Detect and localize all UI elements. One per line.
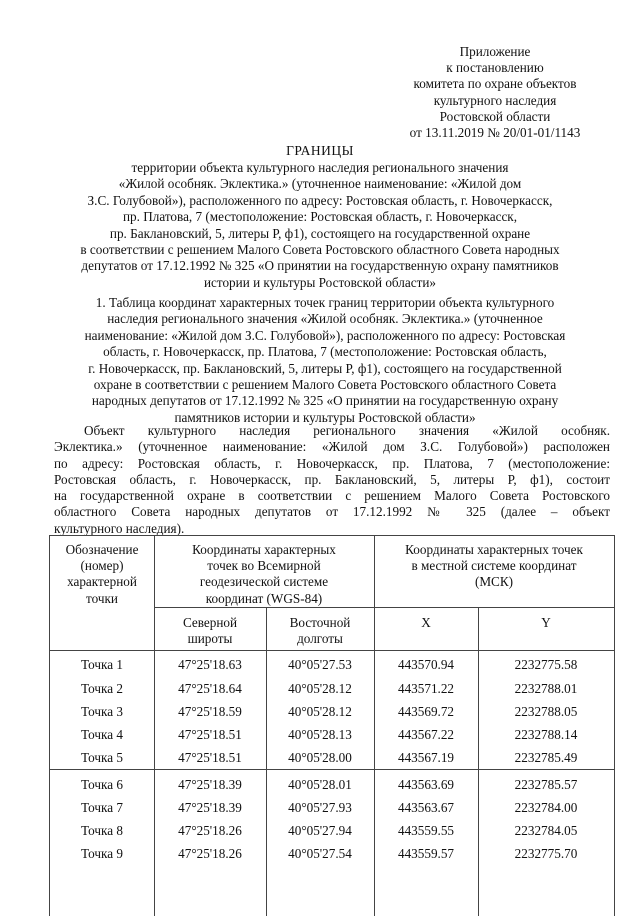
coordinates-table [49,535,615,916]
y-value: 2232788.01 [514,681,578,696]
table-row [50,842,614,866]
paragraph-line: областного Совета народных депутатов от 17.12.1992 № 325 (далее – объект [54,504,610,520]
latitude-value: 47°25'18.51 [178,750,242,765]
latitude-value: 47°25'18.39 [178,800,242,815]
longitude-value: 40°05'27.93 [288,800,352,815]
x-value: 443567.22 [397,727,455,742]
header-longitude: Восточной долготы [289,615,351,647]
header-wgs: Координаты характерных точек во Всемирной геодезической системе координат (WGS-84) [192,542,336,606]
document-subtitle [40,160,600,291]
header-msk: Координаты характерных точек в местной системе координат (МСК) [405,542,583,590]
point-label: Точка 6 [81,777,123,792]
latitude-value: 47°25'18.26 [178,823,242,838]
table-row [50,677,614,701]
x-value: 443559.57 [397,846,455,861]
section-line: памятников истории и культуры Ростовской области» [174,409,476,425]
header-divider [154,607,614,608]
body-paragraph [54,423,610,537]
appendix-line: от 13.11.2019 № 20/01-01/1143 [409,125,581,141]
y-value: 2232788.05 [514,704,578,719]
subtitle-line: «Жилой особняк. Эклектика.» (уточненное наименование: «Жилой дом [118,176,522,192]
longitude-value: 40°05'28.13 [288,727,352,742]
longitude-value: 40°05'27.94 [288,823,352,838]
appendix-line: Ростовской области [439,108,551,124]
appendix-line: Приложение [459,44,531,59]
longitude-value: 40°05'27.53 [288,657,352,672]
section-line: народных депутатов от 17.12.1992 № 325 «О принятии на государственную охрану [91,393,559,409]
paragraph-line: по адресу: Ростовская область, г. Новочеркасск, пр. Платова, 7 (местоположение: [54,455,610,471]
x-value: 443571.22 [397,681,455,696]
point-label: Точка 9 [81,846,123,861]
appendix-line: к постановлению [446,60,544,76]
section-1-heading [40,295,610,426]
point-label: Точка 1 [81,657,123,672]
latitude-value: 47°25'18.63 [178,657,242,672]
latitude-value: 47°25'18.64 [178,681,242,696]
section-line: область, г. Новочеркасск, пр. Платова, 7 (местоположение: Ростовская область, [103,344,547,360]
table-row [50,819,614,843]
longitude-value: 40°05'28.00 [288,750,352,765]
latitude-value: 47°25'18.51 [178,727,242,742]
section-line: наследия регионального значения «Жилой особняк. Эклектика.» (уточненное [107,311,543,327]
longitude-value: 40°05'28.01 [288,777,352,792]
y-value: 2232775.58 [514,657,578,672]
x-value: 443570.94 [397,657,455,672]
latitude-value: 47°25'18.26 [178,846,242,861]
y-value: 2232785.57 [514,777,578,792]
latitude-value: 47°25'18.39 [178,777,242,792]
paragraph-line: Эклектика.» (уточненное наименование: «Жилой дом З.С. Голубовой») расположен [54,439,610,455]
point-label: Точка 3 [81,704,123,719]
table-row [50,700,614,724]
x-value: 443559.55 [397,823,455,838]
table-row [50,773,614,797]
table-row [50,746,614,770]
paragraph-line: на государственной охране в соответствии с решением Малого Совета Ростовского [54,488,610,504]
header-divider [50,650,614,651]
point-label: Точка 8 [81,823,123,838]
x-value: 443563.67 [397,800,455,815]
x-value: 443567.19 [397,750,455,765]
header-point: Обозначение (номер) характерной точки [65,542,139,606]
section-line: наименование: «Жилой дом З.С. Голубовой»), расположенного по адресу: Ростовская [84,327,566,343]
table-row [50,653,614,677]
point-label: Точка 7 [81,800,123,815]
subtitle-line: территории объекта культурного наследия регионального значения [131,160,509,175]
header-x: X [421,615,431,630]
subtitle-line: пр. Платова, 7 (местоположение: Ростовская область, г. Новочеркасск, [122,209,518,225]
section-line: охране в соответствии с решением Малого Совета Ростовского областного Совета [93,377,557,393]
x-value: 443563.69 [397,777,455,792]
section-line: 1. Таблица координат характерных точек границ территории объекта культурного [95,295,555,310]
table-row [50,723,614,747]
header-latitude: Северной широты [182,615,238,647]
paragraph-line: Объект культурного наследия регионального значения «Жилой особняк. [84,423,610,438]
appendix-line: культурного наследия [433,92,557,108]
longitude-value: 40°05'27.54 [288,846,352,861]
paragraph-line: культурного наследия). [54,520,185,536]
longitude-value: 40°05'28.12 [288,704,352,719]
header-y: Y [541,615,551,630]
paragraph-line: Ростовская область, г. Новочеркасск, пр. Баклановский, 5, литеры Р, ф1), состоит [54,471,610,487]
appendix-block [380,44,610,141]
y-value: 2232784.00 [514,800,578,815]
y-value: 2232784.05 [514,823,578,838]
subtitle-line: депутатов от 17.12.1992 № 325 «О принятии на государственную охрану памятников [81,258,559,274]
document-title: ГРАНИЦЫ [286,143,354,158]
subtitle-line: пр. Баклановский, 5, литеры Р, ф1), состоящего на государственной охране [109,225,531,241]
appendix-line: комитета по охране объектов [413,76,577,92]
point-label: Точка 5 [81,750,123,765]
table-row [50,796,614,820]
y-value: 2232788.14 [514,727,578,742]
point-label: Точка 4 [81,727,123,742]
y-value: 2232785.49 [514,750,578,765]
section-line: г. Новочеркасск, пр. Баклановский, 5, литеры Р, ф1), состоящего на государственной [88,360,562,376]
subtitle-line: истории и культуры Ростовской области» [203,274,437,290]
longitude-value: 40°05'28.12 [288,681,352,696]
point-label: Точка 2 [81,681,123,696]
y-value: 2232775.70 [514,846,578,861]
subtitle-line: З.С. Голубовой»), расположенного по адресу: Ростовская область, г. Новочеркасск, [87,192,553,208]
x-value: 443569.72 [397,704,455,719]
latitude-value: 47°25'18.59 [178,704,242,719]
subtitle-line: в соответствии с решением Малого Совета Ростовского областного Совета народных [80,242,560,258]
